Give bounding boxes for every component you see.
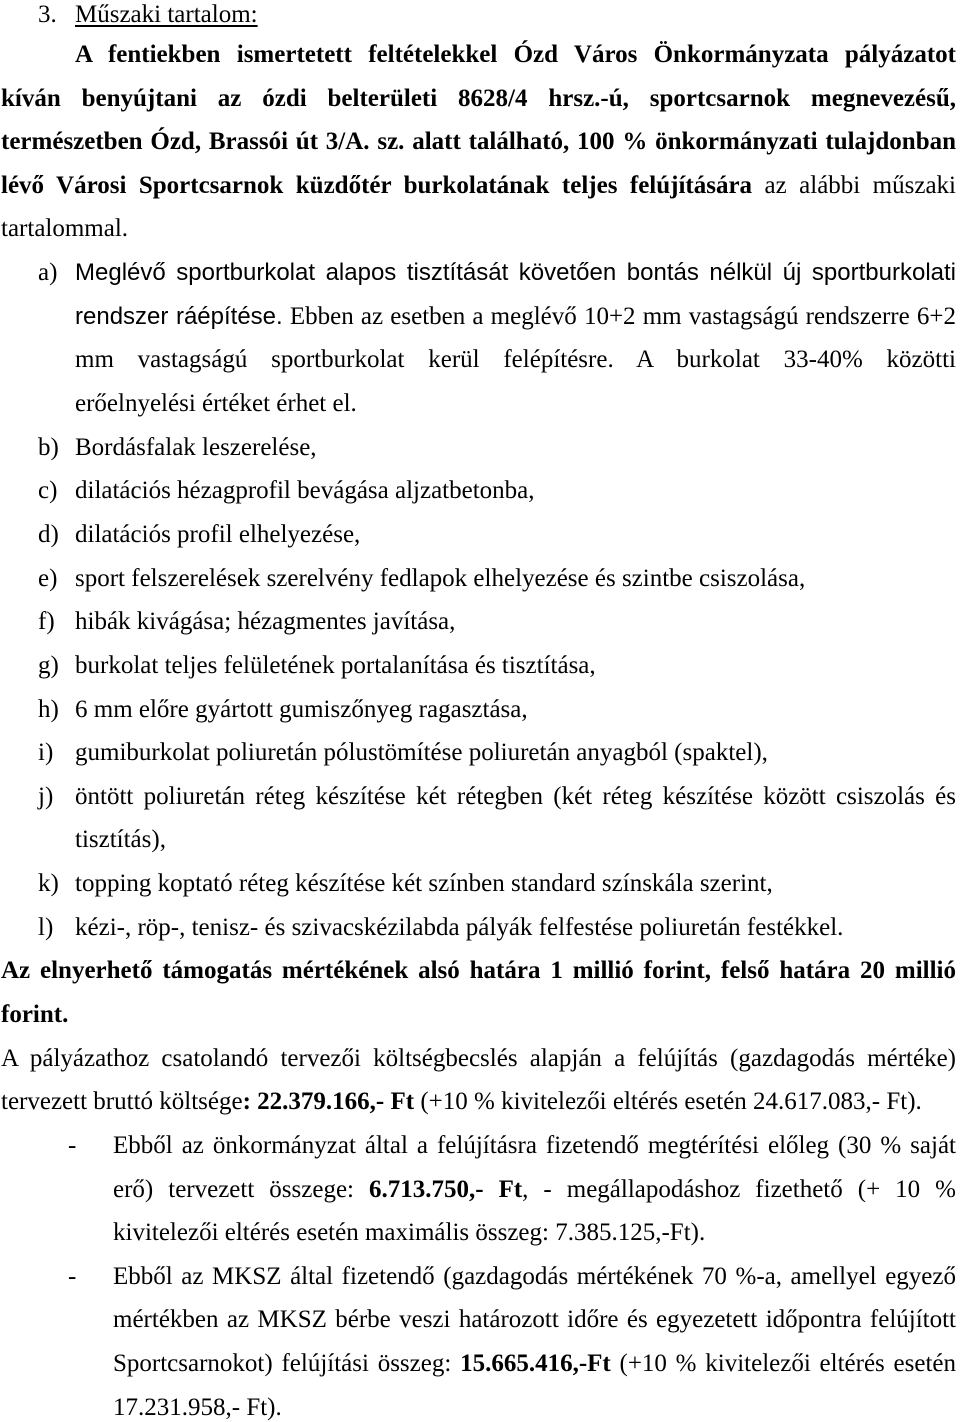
support-text: Az elnyerhető támogatás mértékének alsó határa 1 millió forint, felső határa 20 millió (1, 957, 956, 985)
work-item-l (0, 906, 960, 950)
work-item-text: mm vastagságú sportburkolat kerül felépítésre. A burkolat 33-40% közötti (75, 346, 956, 374)
intro-line (0, 207, 960, 251)
work-item-e (0, 557, 960, 601)
intro-text (1, 164, 956, 208)
breakdown-label: Sportcsarnokot) felújítási összeg: (113, 1350, 452, 1378)
cost-line (0, 1080, 960, 1124)
work-item-j (0, 818, 960, 862)
section-heading (0, 0, 960, 30)
work-item-text: tisztítás), (75, 826, 166, 854)
intro-normal-text: az alábbi műszaki (764, 171, 956, 199)
breakdown-text: Ebből az önkormányzat által a felújításra fizetendő megtérítési előleg (30 % saját (113, 1131, 956, 1159)
bullet-dash: - (68, 1262, 77, 1290)
intro-text: természetben Ózd, Brassói út 3/A. sz. alatt található, 100 % önkormányzati tulajdonban (1, 128, 956, 156)
list-marker: l) (38, 913, 54, 941)
work-item-h (0, 688, 960, 732)
cost-amount: : 22.379.166,- Ft (242, 1088, 415, 1116)
work-item-text: Bordásfalak leszerelése, (75, 433, 317, 461)
cost-label: tervezett bruttó költsége (1, 1088, 243, 1116)
breakdown-item (0, 1255, 960, 1299)
work-item-serif-text: Ebben az esetben a meglévő 10+2 mm vastagságú rendszerre 6+2 (289, 302, 956, 330)
breakdown-note: (+10 % kivitelezői eltérés esetén (619, 1350, 957, 1378)
breakdown-text: mértékben az MKSZ bérbe veszi határozott időre és egyezetett időpontra felújított (113, 1306, 956, 1334)
work-item-text: 6 mm előre gyártott gumiszőnyeg ragasztása, (75, 695, 528, 723)
work-item-text: kézi-, röp-, tenisz- és szivacskézilabda pályák felfestése poliuretán festékkel. (75, 913, 844, 941)
breakdown-text: 17.231.958,- Ft). (113, 1393, 282, 1421)
work-item-d (0, 513, 960, 557)
intro-line (0, 164, 960, 208)
list-marker: d) (38, 520, 59, 548)
work-item-text: hibák kivágása; hézagmentes javítása, (75, 608, 456, 636)
list-marker: j) (38, 782, 54, 810)
work-item-j (0, 775, 960, 819)
breakdown-label: erő) tervezett összege: (113, 1175, 354, 1203)
breakdown-item (0, 1298, 960, 1342)
list-marker: g) (38, 651, 59, 679)
breakdown-item (0, 1124, 960, 1168)
work-item-text: öntött poliuretán réteg készítése két rétegben (két réteg készítése között csiszolás és (75, 782, 956, 810)
work-item-a (0, 382, 960, 426)
cost-line (0, 1037, 960, 1081)
breakdown-text (113, 1342, 956, 1386)
work-item-f (0, 600, 960, 644)
cost-text: A pályázathoz csatolandó tervezői költségbecslés alapján a felújítás (gazdagodás mértéke) (1, 1044, 956, 1072)
support-line (0, 949, 960, 993)
work-item-c (0, 469, 960, 513)
work-item-a (0, 251, 960, 295)
work-item-sans-text: rendszer ráépítése. (75, 302, 283, 330)
section-title: Műszaki tartalom: (75, 1, 258, 28)
breakdown-item (0, 1168, 960, 1212)
breakdown-text: kivitelezői eltérés esetén maximális összeg: 7.385.125,-Ft). (113, 1219, 706, 1247)
work-item-k (0, 862, 960, 906)
breakdown-text: Ebből az MKSZ által fizetendő (gazdagodás mértékének 70 %-a, amellyel egyező (113, 1262, 956, 1290)
work-item-text (75, 295, 956, 339)
breakdown-item (0, 1211, 960, 1255)
intro-line (0, 33, 960, 77)
breakdown-amount: 6.713.750,- Ft (369, 1175, 523, 1203)
list-marker: i) (38, 739, 54, 767)
work-item-a (0, 295, 960, 339)
breakdown-item (0, 1342, 960, 1386)
work-item-i (0, 731, 960, 775)
work-item-g (0, 644, 960, 688)
intro-line (0, 120, 960, 164)
list-marker: e) (38, 564, 58, 592)
intro-text: kíván benyújtani az ózdi belterületi 8628/4 hrsz.-ú, sportcsarnok megnevezésű, (1, 84, 956, 112)
breakdown-text (113, 1168, 956, 1212)
work-item-text: sport felszerelések szerelvény fedlapok elhelyezése és szintbe csiszolása, (75, 564, 806, 592)
list-marker: k) (38, 870, 59, 898)
breakdown-note: , - megállapodáshoz fizethető (+ 10 % (522, 1175, 956, 1203)
list-marker: c) (38, 477, 58, 505)
work-item-b (0, 426, 960, 470)
work-item-a (0, 338, 960, 382)
section-number: 3. (38, 1, 57, 28)
work-item-text: gumiburkolat poliuretán pólustömítése poliuretán anyagból (spaktel), (75, 739, 768, 767)
cost-note: (+10 % kivitelezői eltérés esetén 24.617.083,- Ft). (420, 1088, 922, 1116)
list-marker: f) (38, 608, 55, 636)
work-item-text: erőelnyelési értéket érhet el. (75, 390, 357, 418)
work-item-text: dilatációs profil elhelyezése, (75, 520, 361, 548)
cost-text (1, 1080, 956, 1124)
list-marker: b) (38, 433, 59, 461)
list-marker: h) (38, 695, 59, 723)
document-body (0, 33, 960, 1421)
breakdown-item (0, 1386, 960, 1422)
support-text: forint. (1, 1000, 69, 1028)
support-line (0, 993, 960, 1037)
work-item-text: topping koptató réteg készítése két színben standard színskála szerint, (75, 870, 773, 898)
intro-text: A fentiekben ismertetett feltételekkel Ózd Város Önkormányzata pályázatot (75, 40, 956, 68)
work-item-text: Meglévő sportburkolat alapos tisztítását követően bontás nélkül új sportburkolati (75, 259, 956, 287)
intro-bold-text: lévő Városi Sportcsarnok küzdőtér burkolatának teljes felújítására (1, 171, 753, 199)
breakdown-amount: 15.665.416,-Ft (460, 1350, 611, 1378)
intro-text: tartalommal. (1, 215, 129, 243)
bullet-dash: - (68, 1131, 77, 1159)
work-item-text: dilatációs hézagprofil bevágása aljzatbetonba, (75, 477, 535, 505)
intro-line (0, 77, 960, 121)
list-marker: a) (38, 259, 58, 287)
work-item-text: burkolat teljes felületének portalanítása és tisztítása, (75, 651, 596, 679)
